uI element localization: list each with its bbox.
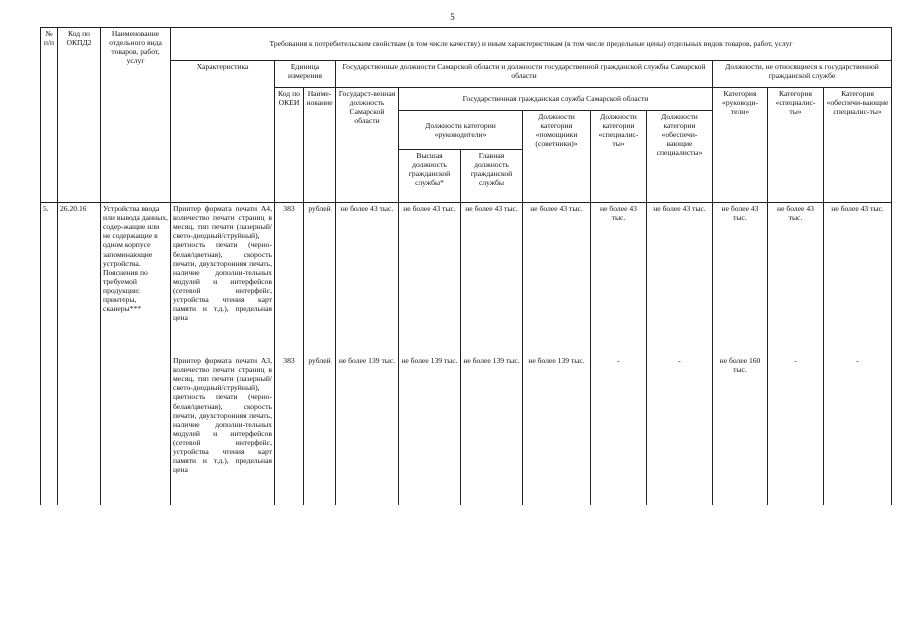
value-cell: -: [824, 355, 892, 505]
header-unit-code: Код по ОКЕИ: [275, 88, 304, 203]
header-nc-heads: Категория «руководи-тели»: [713, 88, 768, 203]
value-cell: не более 43 тыс.: [336, 203, 399, 356]
header-requirements: Требования к потребительским свойствам (в том числе качеству) и иным характеристикам (в том числе предельные цены) отдельных видов товаров, работ, услуг: [171, 28, 892, 61]
value-cell: не более 43 тыс.: [713, 203, 768, 356]
header-specialists: Должности категории «специалис-ты»: [591, 111, 647, 203]
row-okpd: 26.20.16: [58, 203, 101, 506]
header-unit: Единица измерения: [275, 61, 336, 88]
header-support: Должности категории «обеспечи-вающие специалисты»: [647, 111, 713, 203]
value-cell: не более 139 тыс.: [523, 355, 591, 505]
header-characteristic: Характеристика: [171, 61, 275, 203]
value-cell: не более 43 тыс.: [461, 203, 523, 356]
value-cell: не более 43 тыс.: [399, 203, 461, 356]
header-assistants: Должности категории «помощники (советники)»: [523, 111, 591, 203]
header-cat-heads: Должности категории «руководители»: [399, 111, 523, 150]
row-num: 5.: [41, 203, 58, 506]
page-number: 5: [450, 12, 455, 22]
requirements-table: [40, 27, 892, 505]
header-okpd: Код по ОКПД2: [58, 28, 101, 203]
row-characteristic: Принтер формата печати А4, количество печати страниц в месяц, тип печати (лазерный/свето-диодный/струйный), цветность печати (черно-белая/цветная), скорость печати, двухсторонняя печать, наличие дополни-тельных модулей и интерфейсов (сетевой интерфейс, устройства чтения карт памяти и т.д.), предельная цена: [171, 203, 275, 356]
table-row: [41, 203, 892, 356]
value-cell: не более 43 тыс.: [523, 203, 591, 356]
header-unit-name: Наиме-нование: [304, 88, 336, 203]
row-unit-name: рублей: [304, 203, 336, 356]
row-unit-code: 383: [275, 355, 304, 505]
value-cell: -: [591, 355, 647, 505]
header-nc-specialists: Категория «специалис-ты»: [768, 88, 824, 203]
row-unit-name: рублей: [304, 355, 336, 505]
header-non-civil: Должности, не относящиеся к государственной гражданской службе: [713, 61, 892, 88]
row-characteristic: Принтер формата печати А3, количество печати страниц в месяц, тип печати (лазерный/свето-диодный/струйный), цветность печати (черно-белая/цветная), скорость печати, двухсторонняя печать, наличие дополни-тельных модулей и интерфейсов (сетевой интерфейс, устройства чтения карт памяти и т.д.), предельная цена: [171, 355, 275, 505]
header-nc-support: Категория «обеспечи-вающие специалис-ты»: [824, 88, 892, 203]
value-cell: не более 139 тыс.: [461, 355, 523, 505]
value-cell: не более 43 тыс.: [768, 203, 824, 356]
value-cell: не более 43 тыс.: [647, 203, 713, 356]
value-cell: не более 43 тыс.: [591, 203, 647, 356]
value-cell: -: [768, 355, 824, 505]
row-unit-code: 383: [275, 203, 304, 356]
value-cell: не более 160 тыс.: [713, 355, 768, 505]
header-civil-service: Государственная гражданская служба Самарской области: [399, 88, 713, 111]
value-cell: -: [647, 355, 713, 505]
header-highest: Высшая должность гражданской службы*: [399, 150, 461, 203]
header-gov-post: Государст-венная должность Самарской области: [336, 88, 399, 203]
row-name: Устройства ввода или вывода данных, содер-жащие или не содержащие в одном корпусе запоминающие устройства. Пояснения по требуемой продукции: принтеры, сканеры***: [101, 203, 171, 506]
value-cell: не более 139 тыс.: [399, 355, 461, 505]
header-gov-positions: Государственные должности Самарской области и должности государственной гражданской службы Самарской области: [336, 61, 713, 88]
header-name: Наименование отдельного вида товаров, работ, услуг: [101, 28, 171, 203]
header-num: № п/п: [41, 28, 58, 203]
value-cell: не более 43 тыс.: [824, 203, 892, 356]
header-main: Главная должность гражданской службы: [461, 150, 523, 203]
value-cell: не более 139 тыс.: [336, 355, 399, 505]
